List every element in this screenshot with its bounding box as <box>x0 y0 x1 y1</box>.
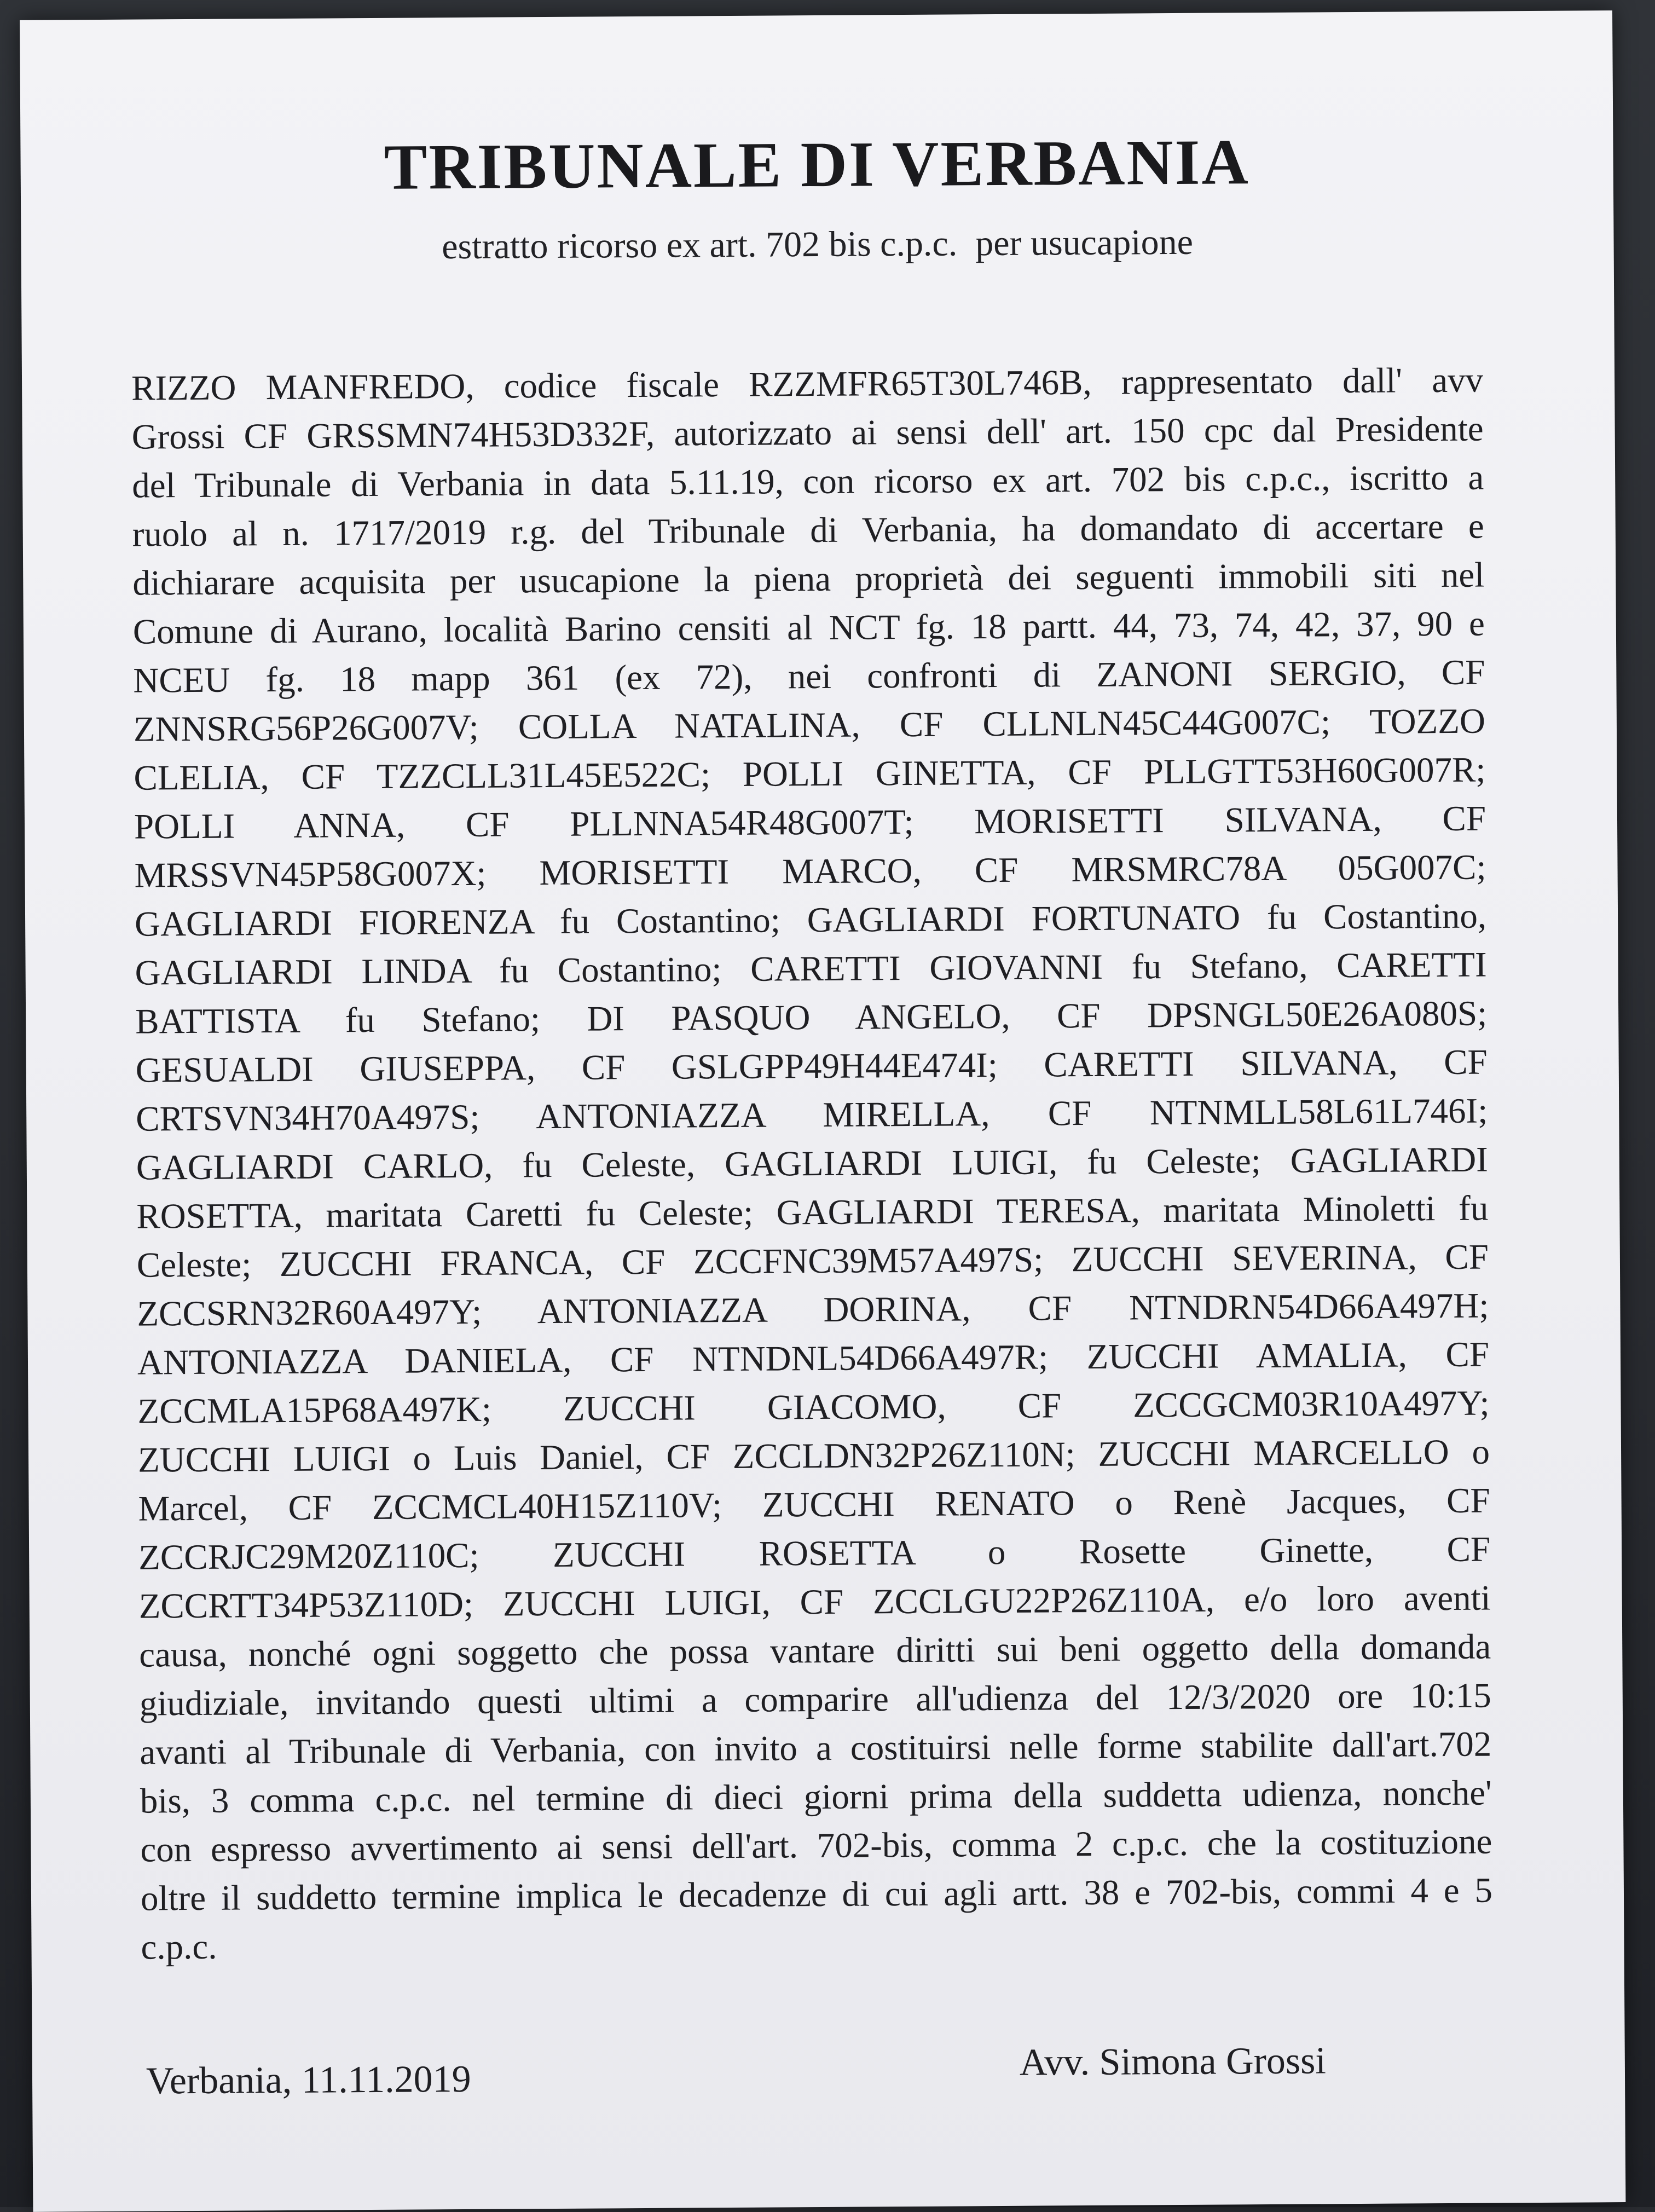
body-line: ZNNSRG56P26G007V; COLLA NATALINA, CF CLLNLN45C44G007C; TOZZO <box>133 701 1486 749</box>
body-line: c.p.c. <box>141 1927 217 1967</box>
body-line: POLLI ANNA, CF PLLNNA54R48G007T; MORISETTI SILVANA, CF <box>134 799 1486 847</box>
body-line: MRSSVN45P58G007X; MORISETTI MARCO, CF MRSMRC78A 05G007C; <box>134 847 1486 896</box>
body-line: GAGLIARDI LINDA fu Costantino; CARETTI GIOVANNI fu Stefano, CARETTI <box>135 945 1487 993</box>
body-line: ZCCRJC29M20Z110C; ZUCCHI ROSETTA o Rosette Ginette, CF <box>138 1529 1491 1578</box>
body-line: ROSETTA, maritata Caretti fu Celeste; GAGLIARDI TERESA, maritata Minoletti fu <box>136 1188 1489 1237</box>
body-line: GESUALDI GIUSEPPA, CF GSLGPP49H44E474I; CARETTI SILVANA, CF <box>135 1042 1488 1090</box>
body-line: avanti al Tribunale di Verbania, con invito a costituirsi nelle forme stabilite dall'art.702 <box>140 1724 1492 1772</box>
body-line: CLELIA, CF TZZCLL31L45E522C; POLLI GINETTA, CF PLLGTT53H60G007R; <box>134 750 1486 798</box>
body-line: dichiarare acquisita per usucapione la piena proprietà dei seguenti immobili siti nel <box>132 555 1485 603</box>
body-line: con espresso avvertimento ai sensi dell'art. 702-bis, comma 2 c.p.c. che la costituzione <box>140 1822 1492 1870</box>
body-line: oltre il suddetto termine implica le decadenze di cui agli artt. 38 e 702-bis, commi 4 e 5 <box>140 1870 1493 1919</box>
document-subtitle: estratto ricorso ex art. 702 bis c.p.c. per usucapione <box>441 222 1194 267</box>
body-line: RIZZO MANFREDO, codice fiscale RZZMFR65T30L746B, rappresentato dall' avv <box>131 360 1484 408</box>
body-line: CRTSVN34H70A497S; ANTONIAZZA MIRELLA, CF NTNMLL58L61L746I; <box>136 1091 1488 1139</box>
document-title: TRIBUNALE DI VERBANIA <box>384 126 1251 203</box>
signature: Avv. Simona Grossi <box>1019 2040 1327 2084</box>
body-line: ZCCRTT34P53Z110D; ZUCCHI LUIGI, CF ZCCLGU22P26Z110A, e/o loro aventi <box>138 1578 1491 1626</box>
body-line: giudiziale, invitando questi ultimi a comparire all'udienza del 12/3/2020 ore 10:15 <box>139 1676 1491 1724</box>
body-line: causa, nonché ogni soggetto che possa vantare diritti sui beni oggetto della domanda <box>139 1627 1491 1675</box>
document-page <box>20 10 1625 2212</box>
body-line: BATTISTA fu Stefano; DI PASQUO ANGELO, CF DPSNGL50E26A080S; <box>135 994 1488 1042</box>
body-line: ANTONIAZZA DANIELA, CF NTNDNL54D66A497R; ZUCCHI AMALIA, CF <box>137 1335 1490 1383</box>
body-line: bis, 3 comma c.p.c. nel termine di dieci giorni prima della suddetta udienza, nonche' <box>140 1773 1492 1821</box>
body-line: ruolo al n. 1717/2019 r.g. del Tribunale di Verbania, ha domandato di accertare e <box>132 506 1484 555</box>
body-line: Celeste; ZUCCHI FRANCA, CF ZCCFNC39M57A497S; ZUCCHI SEVERINA, CF <box>136 1237 1489 1285</box>
body-line: Comune di Aurano, località Barino censiti al NCT fg. 18 partt. 44, 73, 74, 42, 37, 90 e <box>132 604 1485 652</box>
body-line: Grossi CF GRSSMN74H53D332F, autorizzato ai sensi dell' art. 150 cpc dal Presidente <box>131 409 1484 457</box>
body-line: ZCCSRN32R60A497Y; ANTONIAZZA DORINA, CF NTNDRN54D66A497H; <box>137 1286 1489 1334</box>
body-line: NCEU fg. 18 mapp 361 (ex 72), nei confronti di ZANONI SERGIO, CF <box>133 652 1485 701</box>
body-line: GAGLIARDI FIORENZA fu Costantino; GAGLIARDI FORTUNATO fu Costantino, <box>134 896 1487 944</box>
body-line: ZCCMLA15P68A497K; ZUCCHI GIACOMO, CF ZCCGCM03R10A497Y; <box>137 1383 1490 1431</box>
body-line: GAGLIARDI CARLO, fu Celeste, GAGLIARDI LUIGI, fu Celeste; GAGLIARDI <box>136 1140 1489 1188</box>
body-line: del Tribunale di Verbania in data 5.11.19, con ricorso ex art. 702 bis c.p.c., iscritto a <box>132 458 1484 506</box>
body-line: ZUCCHI LUIGI o Luis Daniel, CF ZCCLDN32P26Z110N; ZUCCHI MARCELLO o <box>137 1432 1490 1480</box>
document-body <box>131 356 1493 1972</box>
body-line: Marcel, CF ZCCMCL40H15Z110V; ZUCCHI RENATO o Renè Jacques, CF <box>138 1481 1490 1529</box>
place-date: Verbania, 11.11.2019 <box>146 2058 471 2103</box>
